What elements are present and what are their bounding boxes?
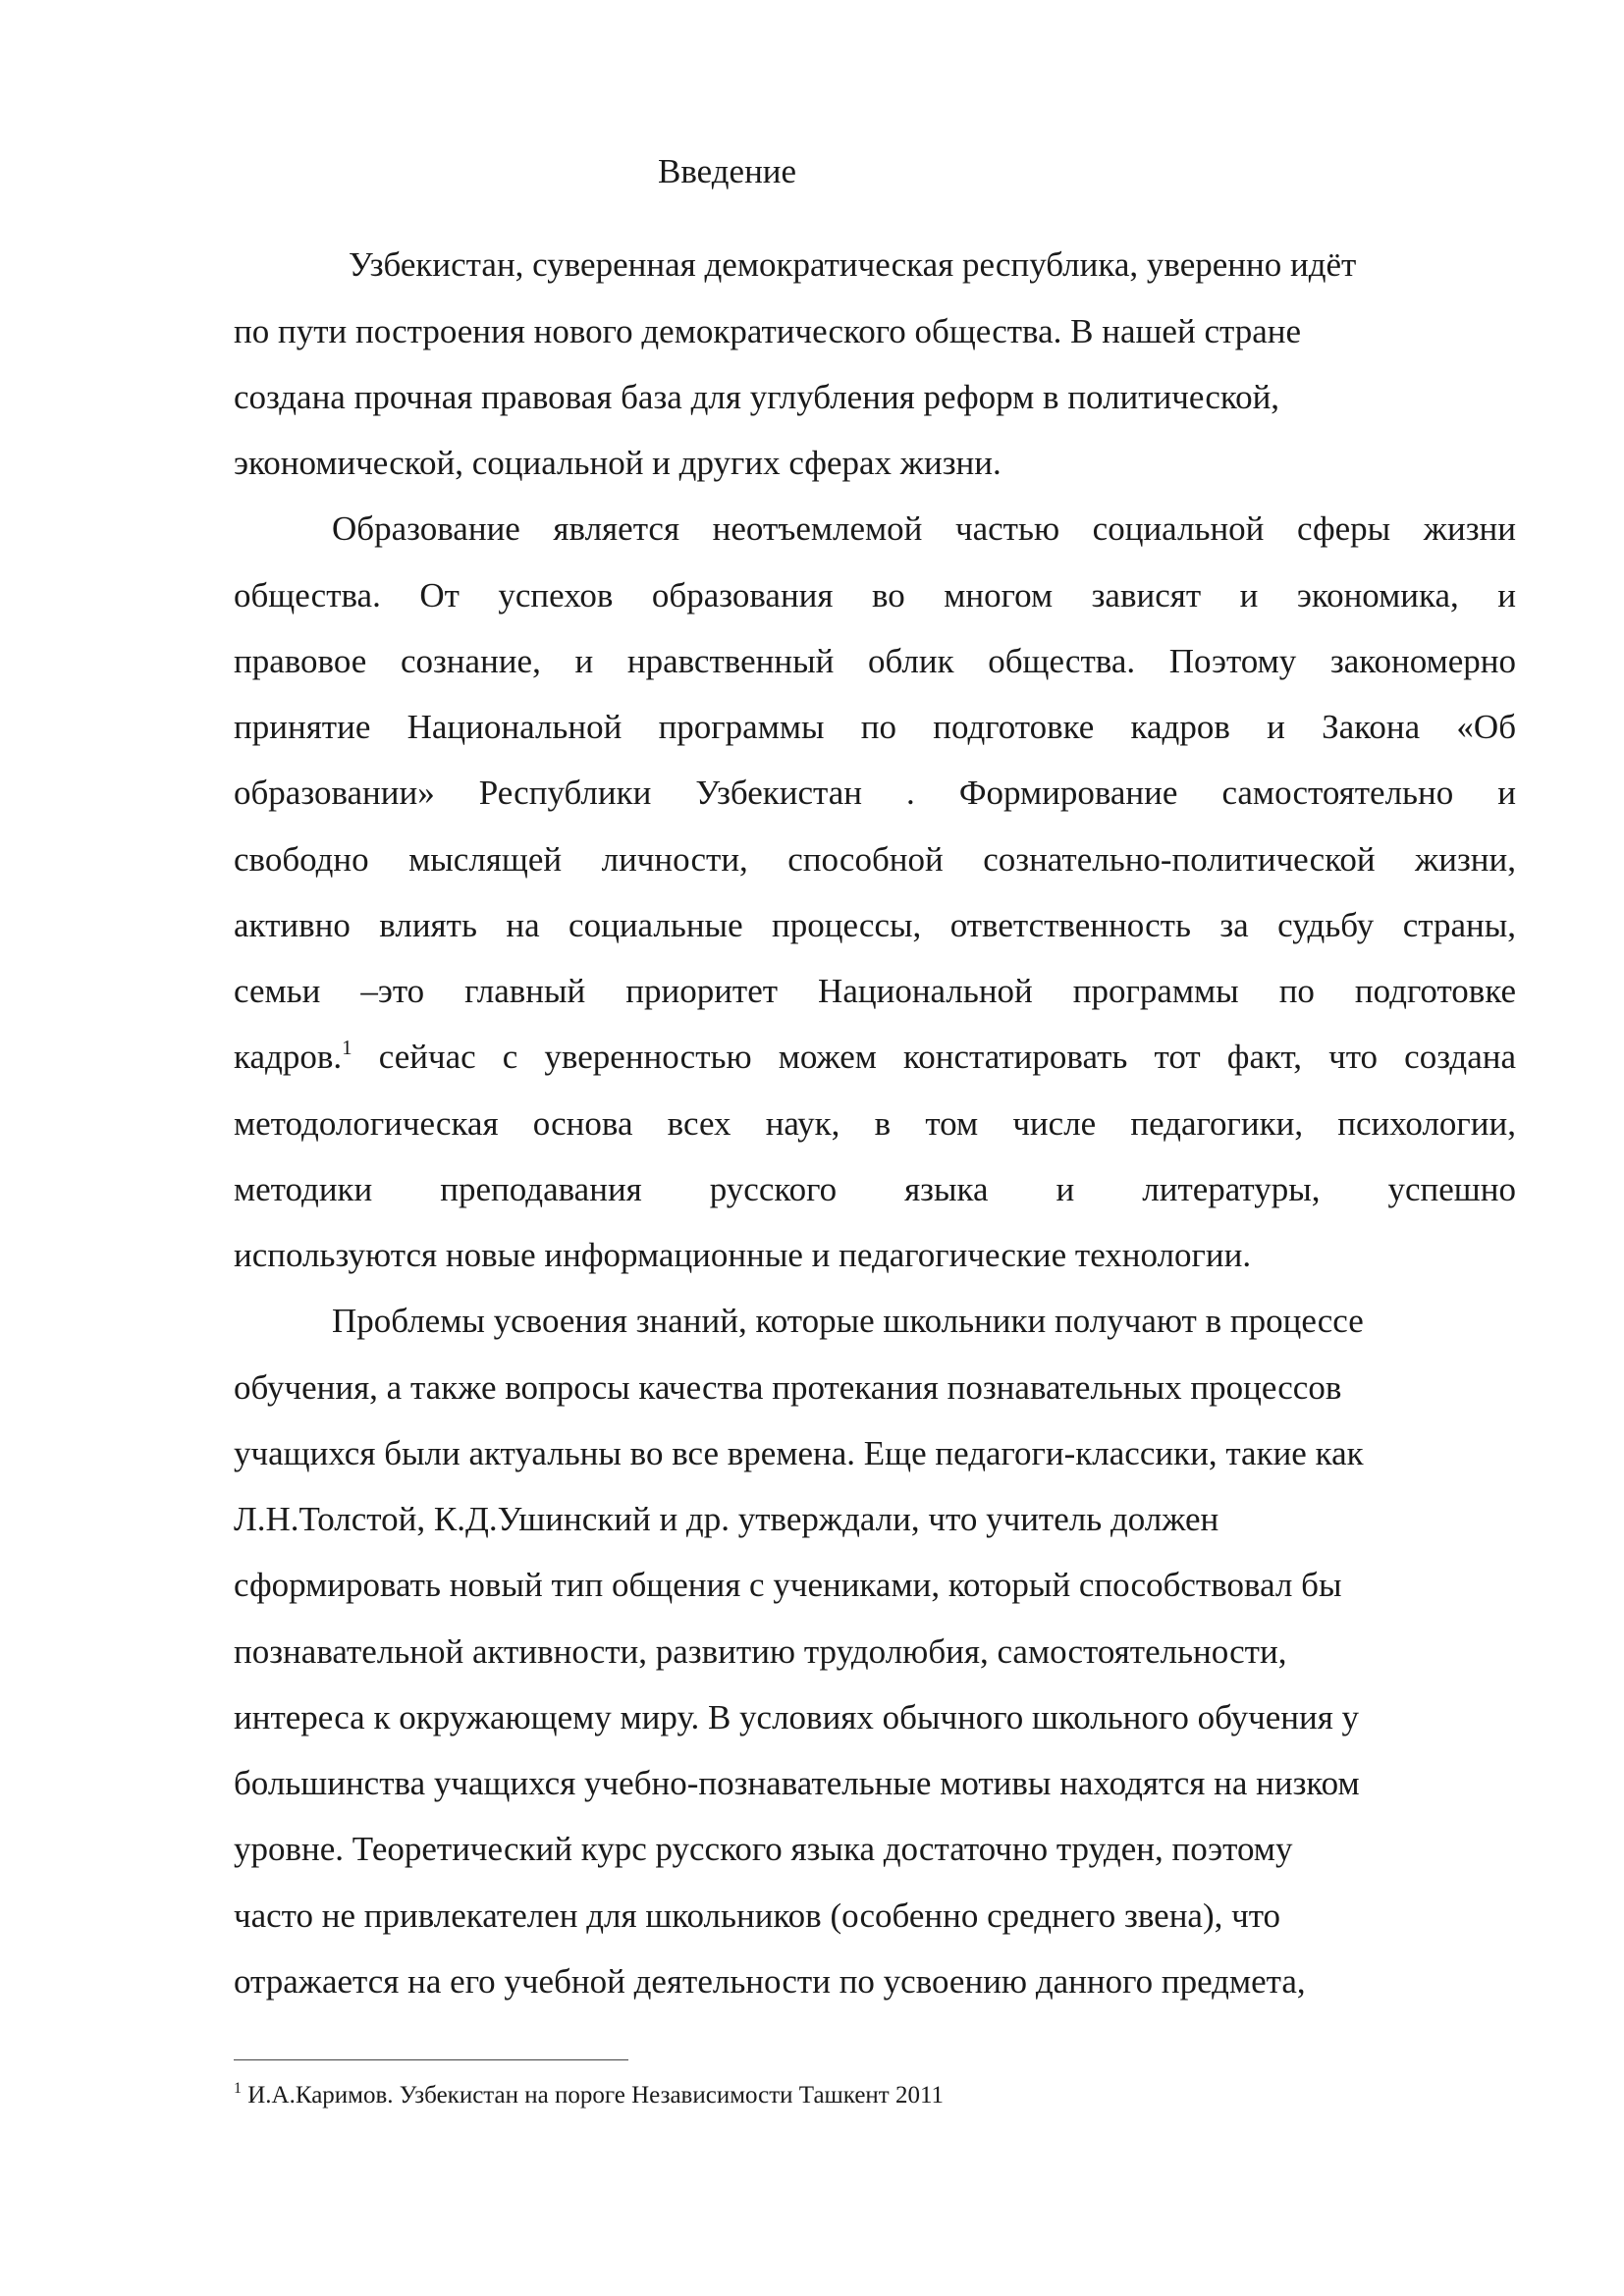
footnote-reference: 1 [342, 1036, 352, 1059]
paragraph-line: методики преподавания русского языка и литературы, успешно [234, 1170, 1516, 1208]
paragraph-line: уровне. Теоретический курс русского языка достаточно труден, поэтому [234, 1830, 1293, 1868]
paragraph-line: общества. От успехов образования во многом зависят и экономика, и [234, 576, 1516, 614]
footnote-text: И.А.Каримов. Узбекистан на пороге Независимости Ташкент 2011 [247, 2082, 945, 2109]
paragraph-line-with-footnote [234, 1038, 1516, 1077]
paragraph-line: по пути построения нового демократического общества. В нашей стране [234, 312, 1301, 350]
footnote-separator [234, 2059, 628, 2060]
paragraph-line: используются новые информационные и педагогические технологии. [234, 1236, 1252, 1274]
paragraph-line: обучения, а также вопросы качества протекания познавательных процессов [234, 1368, 1342, 1407]
paragraph-line: большинства учащихся учебно-познавательные мотивы находятся на низком [234, 1764, 1360, 1802]
page-title: Введение [658, 152, 797, 190]
paragraph-line: принятие Национальной программы по подготовке кадров и Закона «Об [234, 708, 1516, 746]
paragraph-line: образовании» Республики Узбекистан . Формирование самостоятельно и [234, 774, 1516, 812]
footnote-number: 1 [234, 2080, 242, 2097]
paragraph-line: свободно мыслящей личности, способной сознательно-политической жизни, [234, 840, 1516, 879]
paragraph-line: создана прочная правовая база для углубления реформ в политической, [234, 378, 1280, 416]
line-start: кадров. [234, 1038, 343, 1076]
paragraph-line: познавательной активности, развитию трудолюбия, самостоятельности, [234, 1632, 1287, 1671]
paragraph-line: методологическая основа всех наук, в том числе педагогики, психологии, [234, 1104, 1516, 1143]
paragraph-line: Проблемы усвоения знаний, которые школьники получают в процессе [332, 1302, 1364, 1340]
paragraph-line: экономической, социальной и других сферах жизни. [234, 444, 1001, 482]
paragraph-line: отражается на его учебной деятельности по усвоению данного предмета, [234, 1962, 1306, 2001]
paragraph-line: Л.Н.Толстой, К.Д.Ушинский и др. утверждали, что учитель должен [234, 1500, 1219, 1538]
paragraph-line: Образование является неотъемлемой частью социальной сферы жизни [332, 509, 1516, 548]
paragraph-line: Узбекистан, суверенная демократическая республика, уверенно идёт [349, 245, 1357, 284]
paragraph-line: активно влиять на социальные процессы, ответственность за судьбу страны, [234, 906, 1516, 944]
paragraph-line: учащихся были актуальны во все времена. Еще педагоги-классики, такие как [234, 1434, 1364, 1472]
paragraph-line: правовое сознание, и нравственный облик общества. Поэтому закономерно [234, 642, 1516, 680]
paragraph-line: интереса к окружающему миру. В условиях обычного школьного обучения у [234, 1698, 1360, 1736]
paragraph-line: часто не привлекателен для школьников (особенно среднего звена), что [234, 1896, 1281, 1935]
line-end: сейчас с уверенностью можем констатировать тот факт, что создана [378, 1038, 1516, 1076]
paragraph-line: семьи –это главный приоритет Национальной программы по подготовке [234, 972, 1516, 1010]
paragraph-line: сформировать новый тип общения с учениками, который способствовал бы [234, 1566, 1342, 1604]
footnote [234, 2081, 944, 2110]
